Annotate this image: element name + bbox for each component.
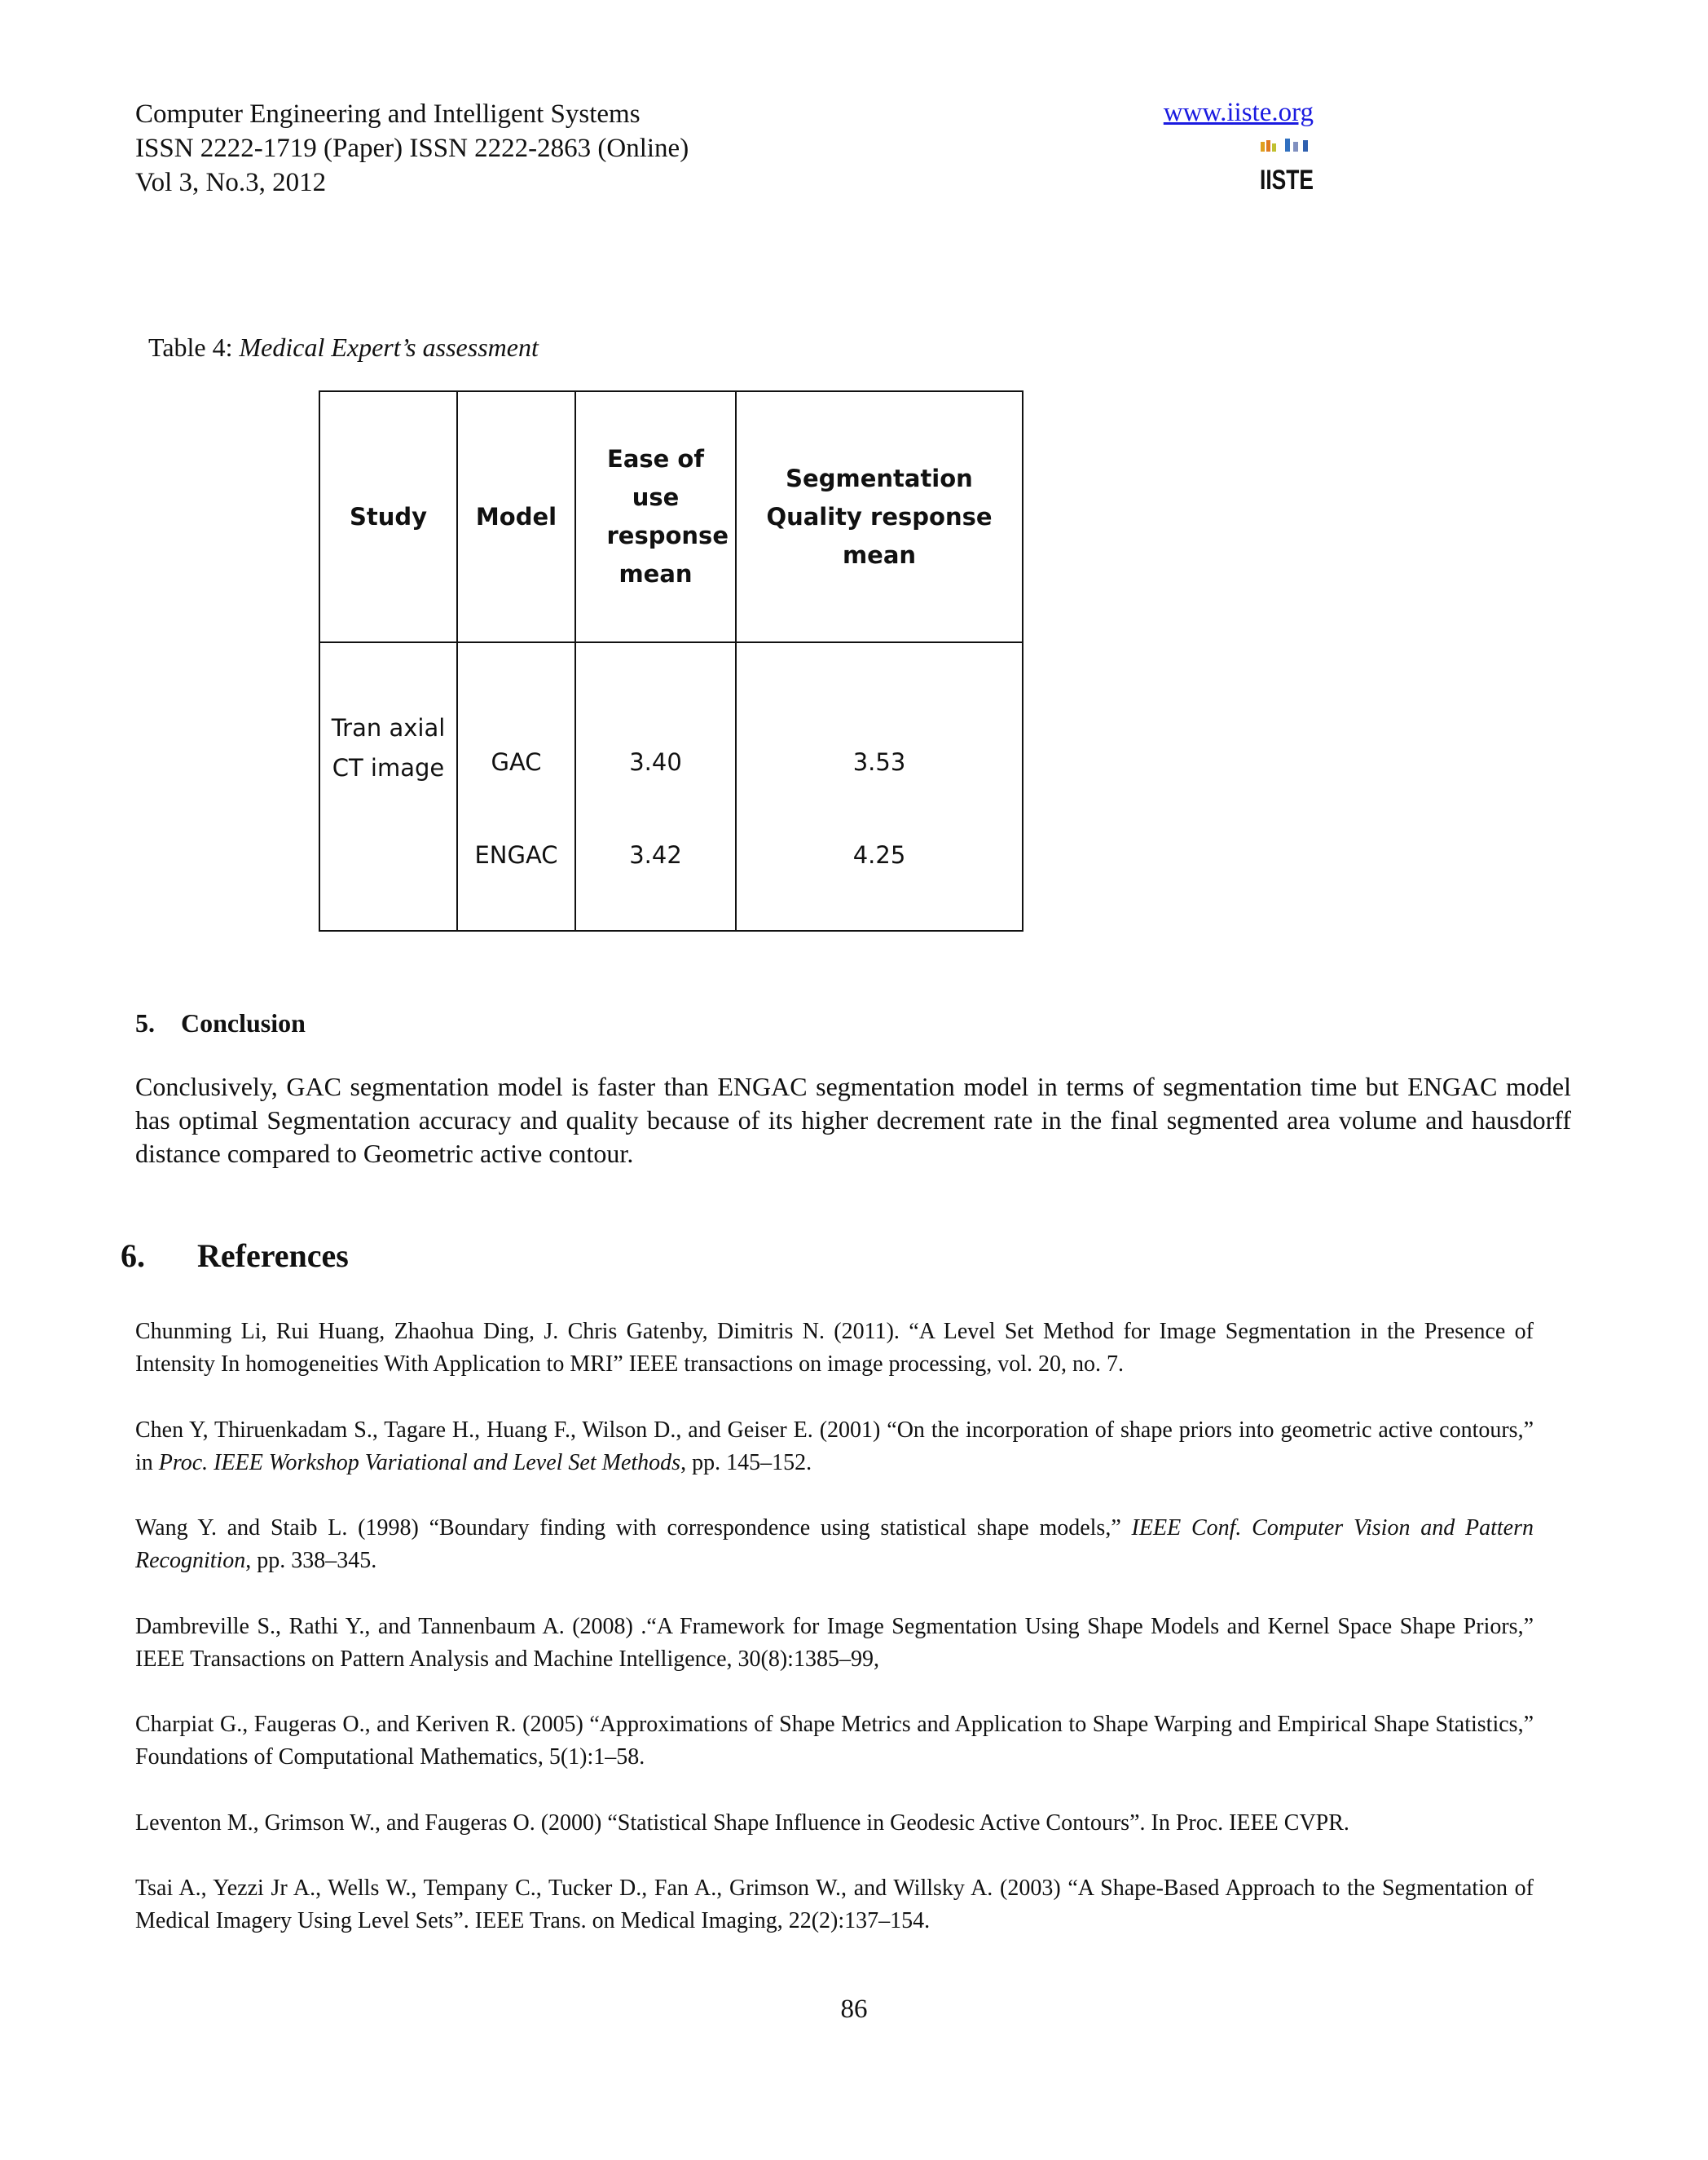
table-header-row — [319, 391, 1023, 642]
page-number: 86 — [840, 1995, 868, 2024]
reference-item: Leventon M., Grimson W., and Faugeras O. (2000) “Statistical Shape Influence in Geodesic Active Contours”. In Proc. IEEE CVPR. — [135, 1810, 1349, 1836]
ease-engac: 3.42 — [629, 841, 682, 869]
table-row — [319, 642, 1023, 931]
references-number: 6. — [121, 1237, 145, 1274]
svg-text:IISTE: IISTE — [1260, 165, 1314, 196]
reference-item: Dambreville S., Rathi Y., and Tannenbaum A. (2008) .“A Framework for Image Segmentation Using Shape Models and Kernel Space Shape Priors,” IEEE Transactions on Pattern Analysis and Machine Intelligence, 30(8):1385–99, — [135, 1614, 1534, 1672]
header-quality — [736, 391, 1023, 642]
quality-gac: 3.53 — [852, 748, 906, 776]
quality-cell — [736, 642, 1023, 931]
journal-title: Computer Engineering and Intelligent Systems — [135, 99, 640, 129]
ref-text: Wang Y. and Staib L. (1998) “Boundary finding with correspondence using statistical shape models,” — [135, 1515, 1132, 1541]
references-heading — [121, 1236, 349, 1275]
quality-engac: 4.25 — [852, 841, 906, 869]
header-model: Model — [457, 391, 575, 642]
ease-gac: 3.40 — [629, 748, 682, 776]
references-title: References — [197, 1237, 349, 1274]
ref-venue: IEEE Conf. Computer Vision and Pattern Recognition — [135, 1515, 1534, 1573]
iiste-logo — [1259, 139, 1314, 196]
reference-item: Charpiat G., Faugeras O., and Keriven R. (2005) “Approximations of Shape Metrics and Application to Shape Warping and Empirical Shape Statistics,” Foundations of Computational Mathematics, 5(1):1–58. — [135, 1712, 1534, 1770]
ease-cell — [575, 642, 736, 931]
study-cell — [319, 642, 457, 931]
model-cell — [457, 642, 575, 931]
header-ease-text: Ease of use response mean — [606, 445, 729, 588]
ref-venue: Proc. IEEE Workshop Variational and Level Set Methods — [158, 1450, 681, 1475]
reference-item — [135, 1414, 1534, 1479]
table-caption — [148, 333, 539, 363]
issn-line: ISSN 2222-1719 (Paper) ISSN 2222-2863 (Online) — [135, 134, 689, 163]
volume-line: Vol 3, No.3, 2012 — [135, 168, 327, 197]
reference-item: Tsai A., Yezzi Jr A., Wells W., Tempany C., Tucker D., Fan A., Grimson W., and Willsky A. (2003) “A Shape-Based Approach to the Segmentation of Medical Imagery Using Level Sets”. IEEE Trans. on Medical Imaging, 22(2):137–154. — [135, 1876, 1534, 1933]
caption-label: Table 4: — [148, 333, 233, 362]
conclusion-heading: 5. Conclusion — [135, 1008, 306, 1038]
header-study: Study — [319, 391, 457, 642]
ref-pages: , pp. 338–345. — [245, 1548, 377, 1573]
journal-url-link[interactable]: www.iiste.org — [1163, 98, 1314, 127]
ref-pages: , pp. 145–152. — [680, 1450, 812, 1475]
study-value: Tran axial CT image — [331, 714, 446, 782]
ref-text: Chen Y, Thiruenkadam S., Tagare H., Huang F., Wilson D., and Geiser E. (2001) “On the incorporation of shape priors into geometric active contours,” in — [135, 1417, 1534, 1475]
model-gac: GAC — [491, 748, 542, 776]
reference-item: Chunming Li, Rui Huang, Zhaohua Ding, J. Chris Gatenby, Dimitris N. (2011). “A Level Set Method for Image Segmentation in the Presence of Intensity In homogeneities With Application to MRI” IEEE transactions on image processing, vol. 20, no. 7. — [135, 1319, 1534, 1377]
conclusion-text: Conclusively, GAC segmentation model is faster than ENGAC segmentation model in terms of segmentation time but ENGAC model has optimal Segmentation accuracy and quality because of its higher decrement rate in the final segmented area volume and hausdorff distance compared to Geometric active contour. — [135, 1072, 1571, 1168]
assessment-table — [319, 390, 1023, 932]
header-quality-text: Segmentation Quality response mean — [766, 464, 993, 569]
model-engac: ENGAC — [474, 841, 558, 869]
header-ease — [575, 391, 736, 642]
caption-title: Medical Expert’s assessment — [239, 333, 539, 362]
reference-item — [135, 1512, 1534, 1577]
